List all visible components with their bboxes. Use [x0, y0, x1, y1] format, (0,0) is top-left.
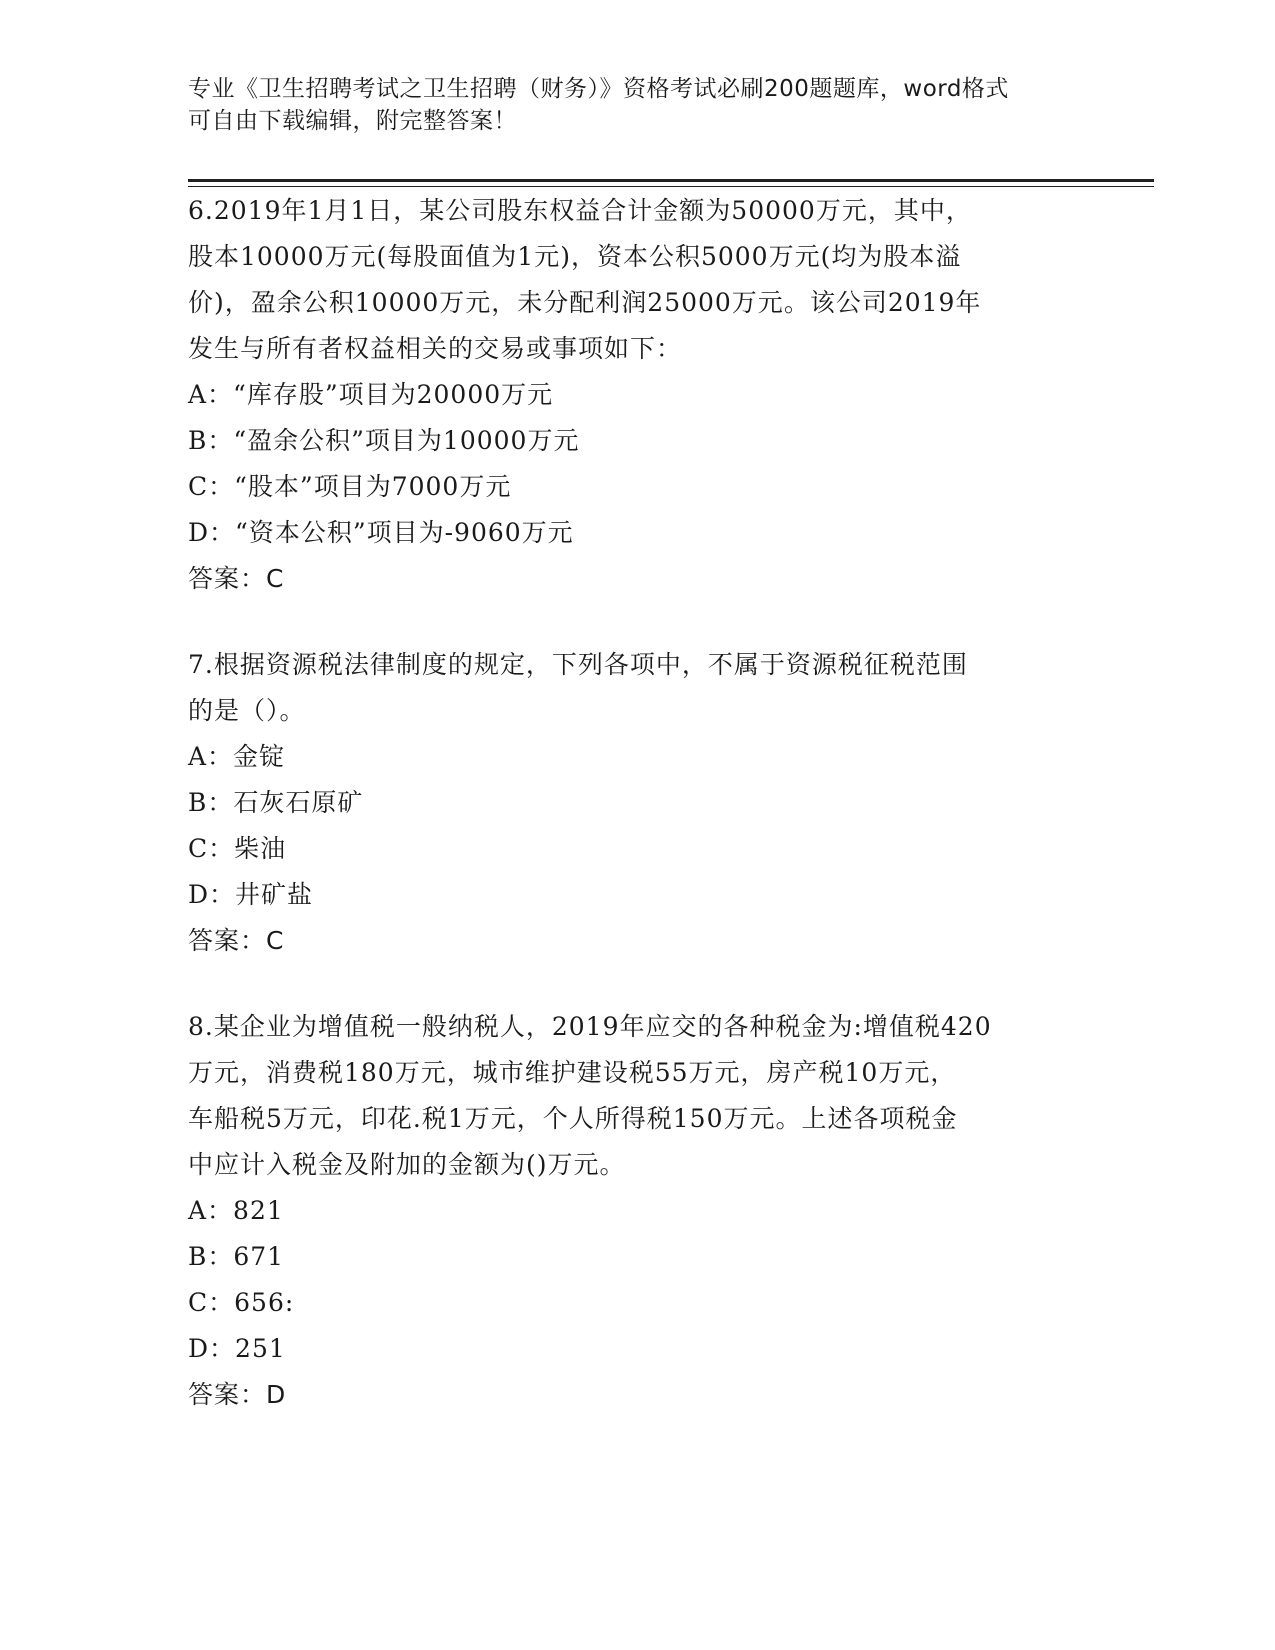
option-b: B：“盈余公积”项目为10000万元 — [188, 426, 580, 455]
header-divider-thin — [188, 186, 1154, 187]
option-d: D：井矿盐 — [188, 880, 314, 909]
option-a: A：金锭 — [188, 742, 286, 771]
answer-line: 答案：C — [188, 564, 285, 593]
question-6 — [188, 188, 1088, 602]
document-header — [188, 73, 1068, 137]
question-8 — [188, 1004, 1088, 1418]
option-d: D：251 — [188, 1334, 286, 1363]
question-stem-line: 8.某企业为增值税一般纳税人，2019年应交的各种税金为:增值税420 — [188, 1012, 992, 1041]
header-divider-thick — [188, 179, 1154, 182]
option-c: C：“股本”项目为7000万元 — [188, 472, 512, 501]
answer-line: 答案：C — [188, 926, 285, 955]
question-stem-line: 价)，盈余公积10000万元，未分配利润25000万元。该公司2019年 — [188, 288, 982, 317]
question-stem-line: 万元，消费税180万元，城市维护建设税55万元，房产税10万元， — [188, 1058, 957, 1087]
question-stem-line: 发生与所有者权益相关的交易或事项如下： — [188, 334, 683, 363]
option-b: B：671 — [188, 1242, 285, 1271]
option-c: C：柴油 — [188, 834, 287, 863]
question-7 — [188, 642, 1088, 964]
option-c: C：656: — [188, 1288, 295, 1317]
question-stem-line: 中应计入税金及附加的金额为()万元。 — [188, 1150, 626, 1179]
header-line-2: 可自由下载编辑，附完整答案！ — [188, 108, 517, 134]
question-stem-line: 的是（）。 — [188, 696, 306, 725]
question-stem-line: 6.2019年1月1日，某公司股东权益合计金额为50000万元，其中， — [188, 196, 972, 225]
question-stem-line: 7.根据资源税法律制度的规定，下列各项中，不属于资源税征税范围 — [188, 650, 968, 679]
header-line-1: 专业《卫生招聘考试之卫生招聘（财务）》资格考试必刷200题题库，word格式 — [188, 76, 1009, 102]
option-a: A：821 — [188, 1196, 284, 1225]
question-stem-line: 车船税5万元，印花.税1万元，个人所得税150万元。上述各项税金 — [188, 1104, 958, 1133]
option-d: D：“资本公积”项目为-9060万元 — [188, 518, 574, 547]
option-b: B：石灰石原矿 — [188, 788, 364, 817]
question-stem-line: 股本10000万元(每股面值为1元)，资本公积5000万元(均为股本溢 — [188, 242, 962, 271]
answer-line: 答案：D — [188, 1380, 287, 1409]
option-a: A：“库存股”项目为20000万元 — [188, 380, 554, 409]
